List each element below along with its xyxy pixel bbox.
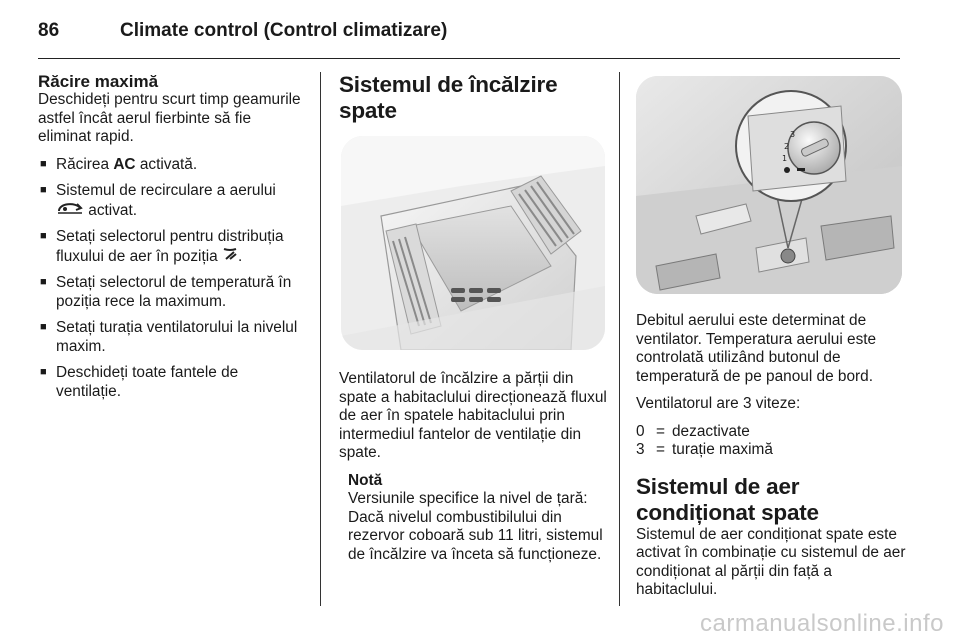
note-box: [339, 472, 607, 565]
list-item: ■ Răcirea AC activată.: [38, 156, 304, 175]
header-rule: [38, 58, 900, 59]
list-item: ■ Setați selectorul pentru distribuția fluxului de aer în poziția .: [38, 228, 304, 266]
airflow-paragraph: Debitul aerului este determinat de ventilator. Temperatura aerului este controlată utilizând butonul de temperatură de pe panoul de bord.: [636, 312, 877, 385]
list-item: ■ Setați selectorul de temperatură în poziția rece la maximum.: [38, 274, 304, 311]
ac-label: AC: [113, 155, 136, 173]
note-title: Notă: [348, 471, 383, 489]
column-fan-control: [636, 72, 906, 609]
section-heading-rear-heater: Sistemul de încălzire spate: [339, 72, 558, 123]
dial-mark-3: 3: [790, 130, 796, 139]
column-divider: [619, 72, 620, 606]
recirculation-icon: [56, 201, 84, 221]
list-item: ■ Setați turația ventilatorului la nivelul maxim.: [38, 319, 304, 356]
section-heading-rear-ac: Sistemul de aer condiționat spate: [636, 473, 819, 525]
table-row: 3 = turație maximă: [636, 441, 773, 458]
page-header: [38, 14, 900, 54]
rear-heater-vent-illustration: [341, 136, 605, 350]
dial-mark-2: 2: [784, 142, 790, 151]
rear-ac-paragraph: Sistemul de aer condiționat spate este activat în combinație cu sistemul de aer condiționat al părții din față a habitaclului.: [636, 525, 906, 598]
intro-paragraph: Deschideți pentru scurt timp geamurile astfel încât aerul fierbinte să fie eliminat rapid.: [38, 91, 301, 145]
page-number: 86: [38, 20, 60, 41]
column-maximum-cooling: [38, 72, 304, 409]
column-divider: [320, 72, 321, 606]
rear-fan-control-knob-illustration: [636, 76, 902, 294]
dial-mark-1: 1: [782, 154, 788, 163]
airflow-windscreen-icon: [222, 247, 238, 267]
cooling-steps-list: [38, 156, 304, 402]
rear-heater-paragraph: Ventilatorul de încălzire a părții din spate a habitaclului direcționează fluxul de aer în spatele habitaclului prin intermediul fantelor de ventilație din spate.: [339, 370, 607, 461]
table-row: 0 = dezactivate: [636, 422, 750, 440]
page-title: Climate control (Control climatizare): [120, 20, 448, 41]
note-text: Versiunile specifice la nivel de țară: Dacă nivelul combustibilului din rezervor coboară sub 11 litri, sistemul de încălzire va înceta să funcționeze.: [348, 490, 603, 563]
speeds-intro: Ventilatorul are 3 viteze:: [636, 395, 801, 412]
watermark: carmanualsonline.info: [700, 610, 944, 637]
list-item: ■ Deschideți toate fantele de ventilație.: [38, 364, 304, 401]
list-item: ■ Sistemul de recirculare a aerului activat.: [38, 182, 304, 220]
section-heading-max-cooling: Răcire maximă: [38, 72, 159, 91]
column-rear-heater: [339, 72, 607, 564]
fan-speed-table: [636, 423, 906, 460]
